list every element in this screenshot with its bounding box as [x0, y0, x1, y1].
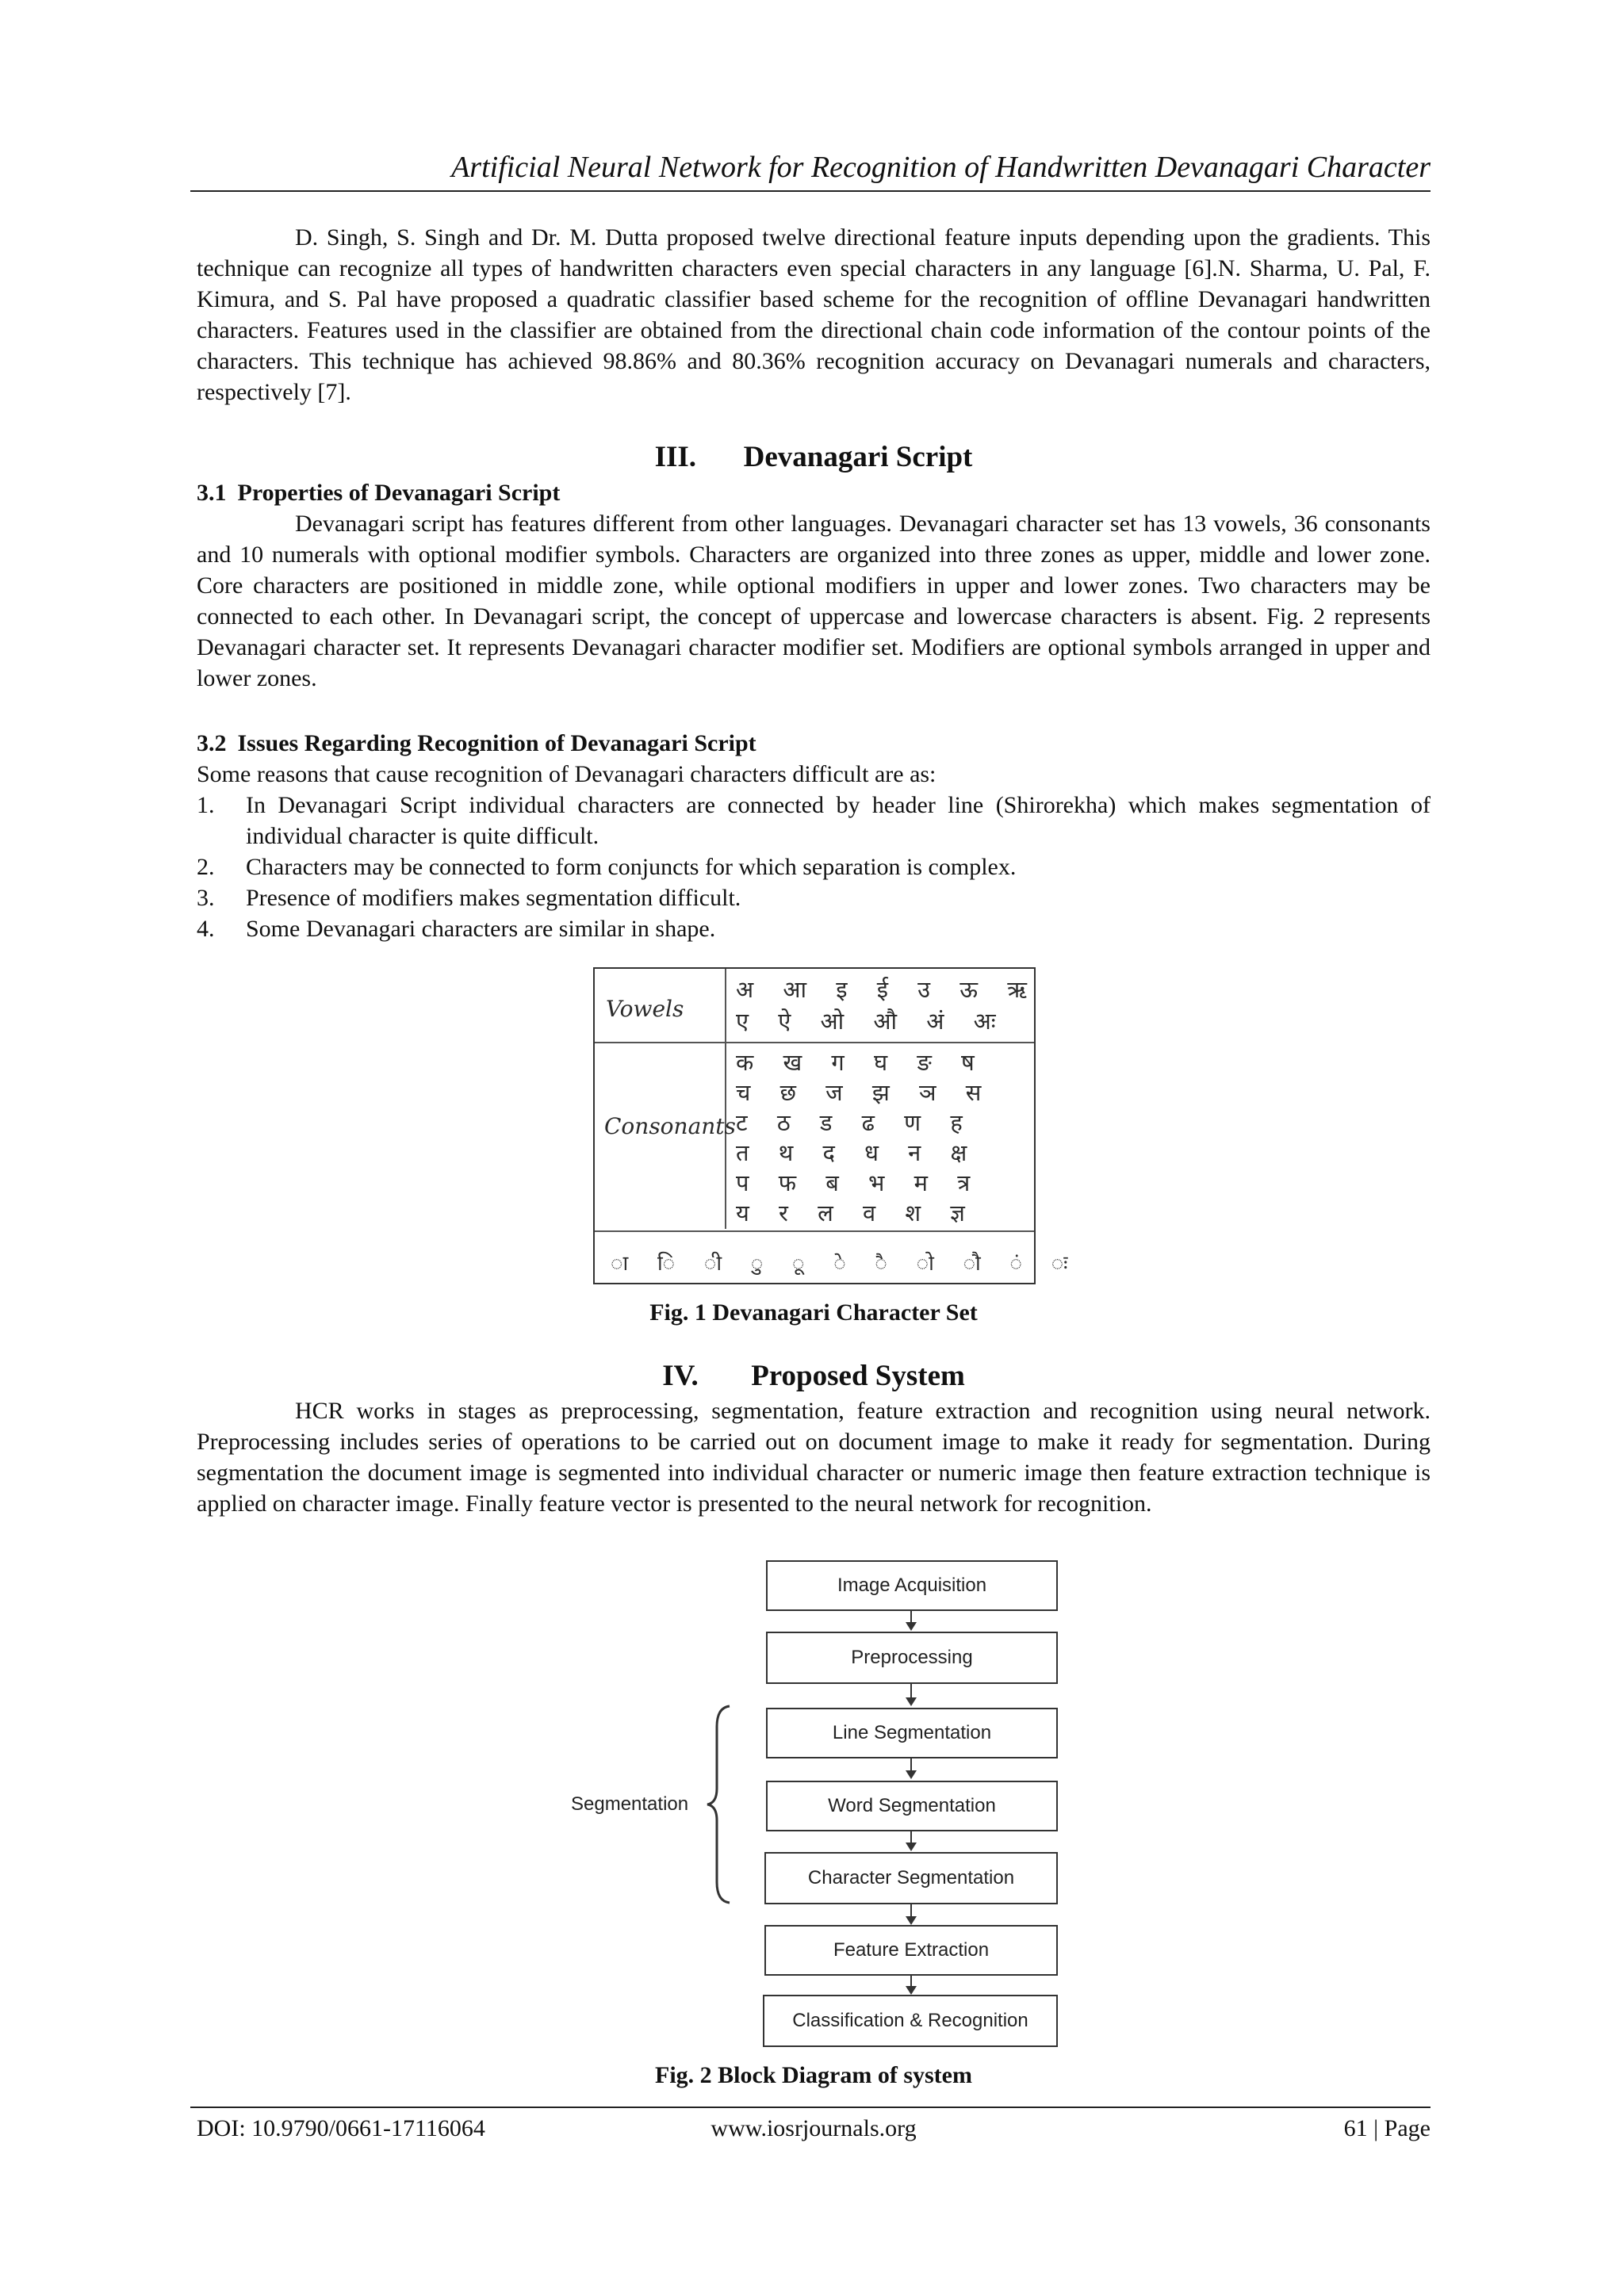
section-3-heading	[197, 440, 1431, 475]
footer-doi: DOI: 10.9790/0661-17116064	[197, 2115, 485, 2141]
vowel-row: ए ऐ ओ औ अं अः	[736, 1008, 1007, 1035]
consonant-row: क ख ग घ ङ ष	[736, 1049, 986, 1076]
section-4-paragraph: HCR works in stages as preprocessing, segmentation, feature extraction and recognition using neural network. Preprocessing includes series of operations to be carried out on document image to make it ready for segmentation. During segmentation the document image is segmented into individual character or numeric image then feature extraction technique is applied on character image. Finally feature vector is presented to the neural network for recognition.	[197, 1398, 1431, 1517]
section-4-heading	[197, 1359, 1431, 1394]
footer-page-number: 61 | Page	[1343, 2115, 1431, 2141]
subsection-3-1-heading	[197, 477, 1431, 508]
issues-list	[197, 790, 1431, 944]
step-preprocessing: Preprocessing	[766, 1632, 1058, 1684]
section-4-number: IV.	[662, 1360, 699, 1392]
subsection-3-2-title: Issues Regarding Recognition of Devanagari Script	[237, 730, 756, 756]
devanagari-character-set-figure	[593, 967, 1092, 1284]
table-row-divider	[595, 1230, 1034, 1232]
step-word-segmentation: Word Segmentation	[766, 1781, 1058, 1831]
list-item	[197, 913, 1431, 944]
list-item	[197, 851, 1431, 882]
consonants-label: Consonants	[604, 1113, 736, 1139]
segmentation-label: Segmentation	[571, 1793, 689, 1815]
subsection-3-2-lead: Some reasons that cause recognition of Devanagari characters difficult are as:	[197, 761, 936, 787]
arrow-head-icon	[906, 1770, 917, 1779]
step-character-segmentation: Character Segmentation	[764, 1852, 1058, 1904]
arrow-head-icon	[906, 1916, 917, 1925]
step-image-acquisition: Image Acquisition	[766, 1560, 1058, 1611]
consonant-row: च छ ज झ ञ स	[736, 1079, 993, 1106]
section-3-number: III.	[654, 441, 697, 473]
arrow-head-icon	[906, 1986, 917, 1995]
consonant-row: य र ल व श ज्ञ	[736, 1200, 976, 1226]
consonant-row: ट ठ ड ढ ण ह	[736, 1109, 974, 1136]
list-item-text: In Devanagari Script individual characters are connected by header line (Shirorekha) which makes segmentation of individual character is quite difficult.	[246, 792, 1431, 849]
footer-website: www.iosrjournals.org	[710, 2115, 917, 2141]
list-item-number: 2.	[197, 854, 215, 880]
list-item-text: Characters may be connected to form conjuncts for which separation is complex.	[246, 854, 1017, 880]
arrow-head-icon	[906, 1843, 917, 1851]
list-item-number: 3.	[197, 885, 215, 911]
consonant-row: त थ द ध न क्ष	[736, 1139, 979, 1166]
step-feature-extraction: Feature Extraction	[764, 1925, 1058, 1976]
list-item-number: 4.	[197, 916, 215, 942]
vowels-label: Vowels	[606, 996, 684, 1022]
table-column-divider	[725, 969, 726, 1229]
section-3-title: Devanagari Script	[743, 441, 973, 473]
arrow-head-icon	[906, 1622, 917, 1631]
running-header: Artificial Neural Network for Recognition of Handwritten Devanagari Character	[451, 151, 1431, 184]
header-rule	[190, 190, 1431, 192]
consonant-row: प फ ब भ म त्र	[736, 1169, 982, 1196]
list-item-text: Presence of modifiers makes segmentation difficult.	[246, 885, 741, 911]
list-item	[197, 882, 1431, 913]
vowel-row: अ आ इ ई उ ऊ ऋ	[736, 976, 1038, 1003]
intro-paragraph: D. Singh, S. Singh and Dr. M. Dutta proposed twelve directional feature inputs depending upon the gradients. This technique can recognize all types of handwritten characters even special characters in any language [6].N. Sharma, U. Pal, F. Kimura, and S. Pal have proposed a quadratic classifier based scheme for the recognition of offline Devanagari handwritten characters. Features used in the classifier are obtained from the directional chain code information of the contour points of the characters. This technique has achieved 98.86% and 80.36% recognition accuracy on Devanagari numerals and characters, respectively [7].	[197, 224, 1431, 405]
subsection-3-1-number: 3.1	[197, 480, 227, 506]
section-4-title: Proposed System	[751, 1360, 965, 1392]
step-classification-recognition: Classification & Recognition	[763, 1995, 1058, 2047]
footer-rule	[190, 2107, 1431, 2108]
subsection-3-1-paragraph: Devanagari script has features different from other languages. Devanagari character set has 13 vowels, 36 consonants and 10 numerals with optional modifier symbols. Characters are organized into three zones as upper, middle and lower zone. Core characters are positioned in middle zone, while optional modifiers in upper and lower zones. Two characters may be connected to each other. In Devanagari script, the concept of uppercase and lowercase characters is absent. Fig. 2 represents Devanagari character set. It represents Devanagari character modifier set. Modifiers are optional symbols arranged in upper and lower zones.	[197, 511, 1431, 691]
figure-2-caption: Fig. 2 Block Diagram of system	[655, 2062, 972, 2088]
list-item-text: Some Devanagari characters are similar in shape.	[246, 916, 716, 942]
subsection-3-1-title: Properties of Devanagari Script	[237, 480, 561, 506]
subsection-3-2-heading	[197, 728, 1431, 759]
arrow-head-icon	[906, 1697, 917, 1706]
subsection-3-2-number: 3.2	[197, 730, 227, 756]
list-item-number: 1.	[197, 792, 215, 818]
modifier-row: ा ि ी ु ू े ै ो ौ ं ः	[611, 1252, 1092, 1276]
figure-1-caption: Fig. 1 Devanagari Character Set	[649, 1299, 978, 1326]
segmentation-brace-icon	[703, 1703, 734, 1906]
step-line-segmentation: Line Segmentation	[766, 1708, 1058, 1758]
table-row-divider	[595, 1042, 1034, 1043]
list-item	[197, 790, 1431, 851]
